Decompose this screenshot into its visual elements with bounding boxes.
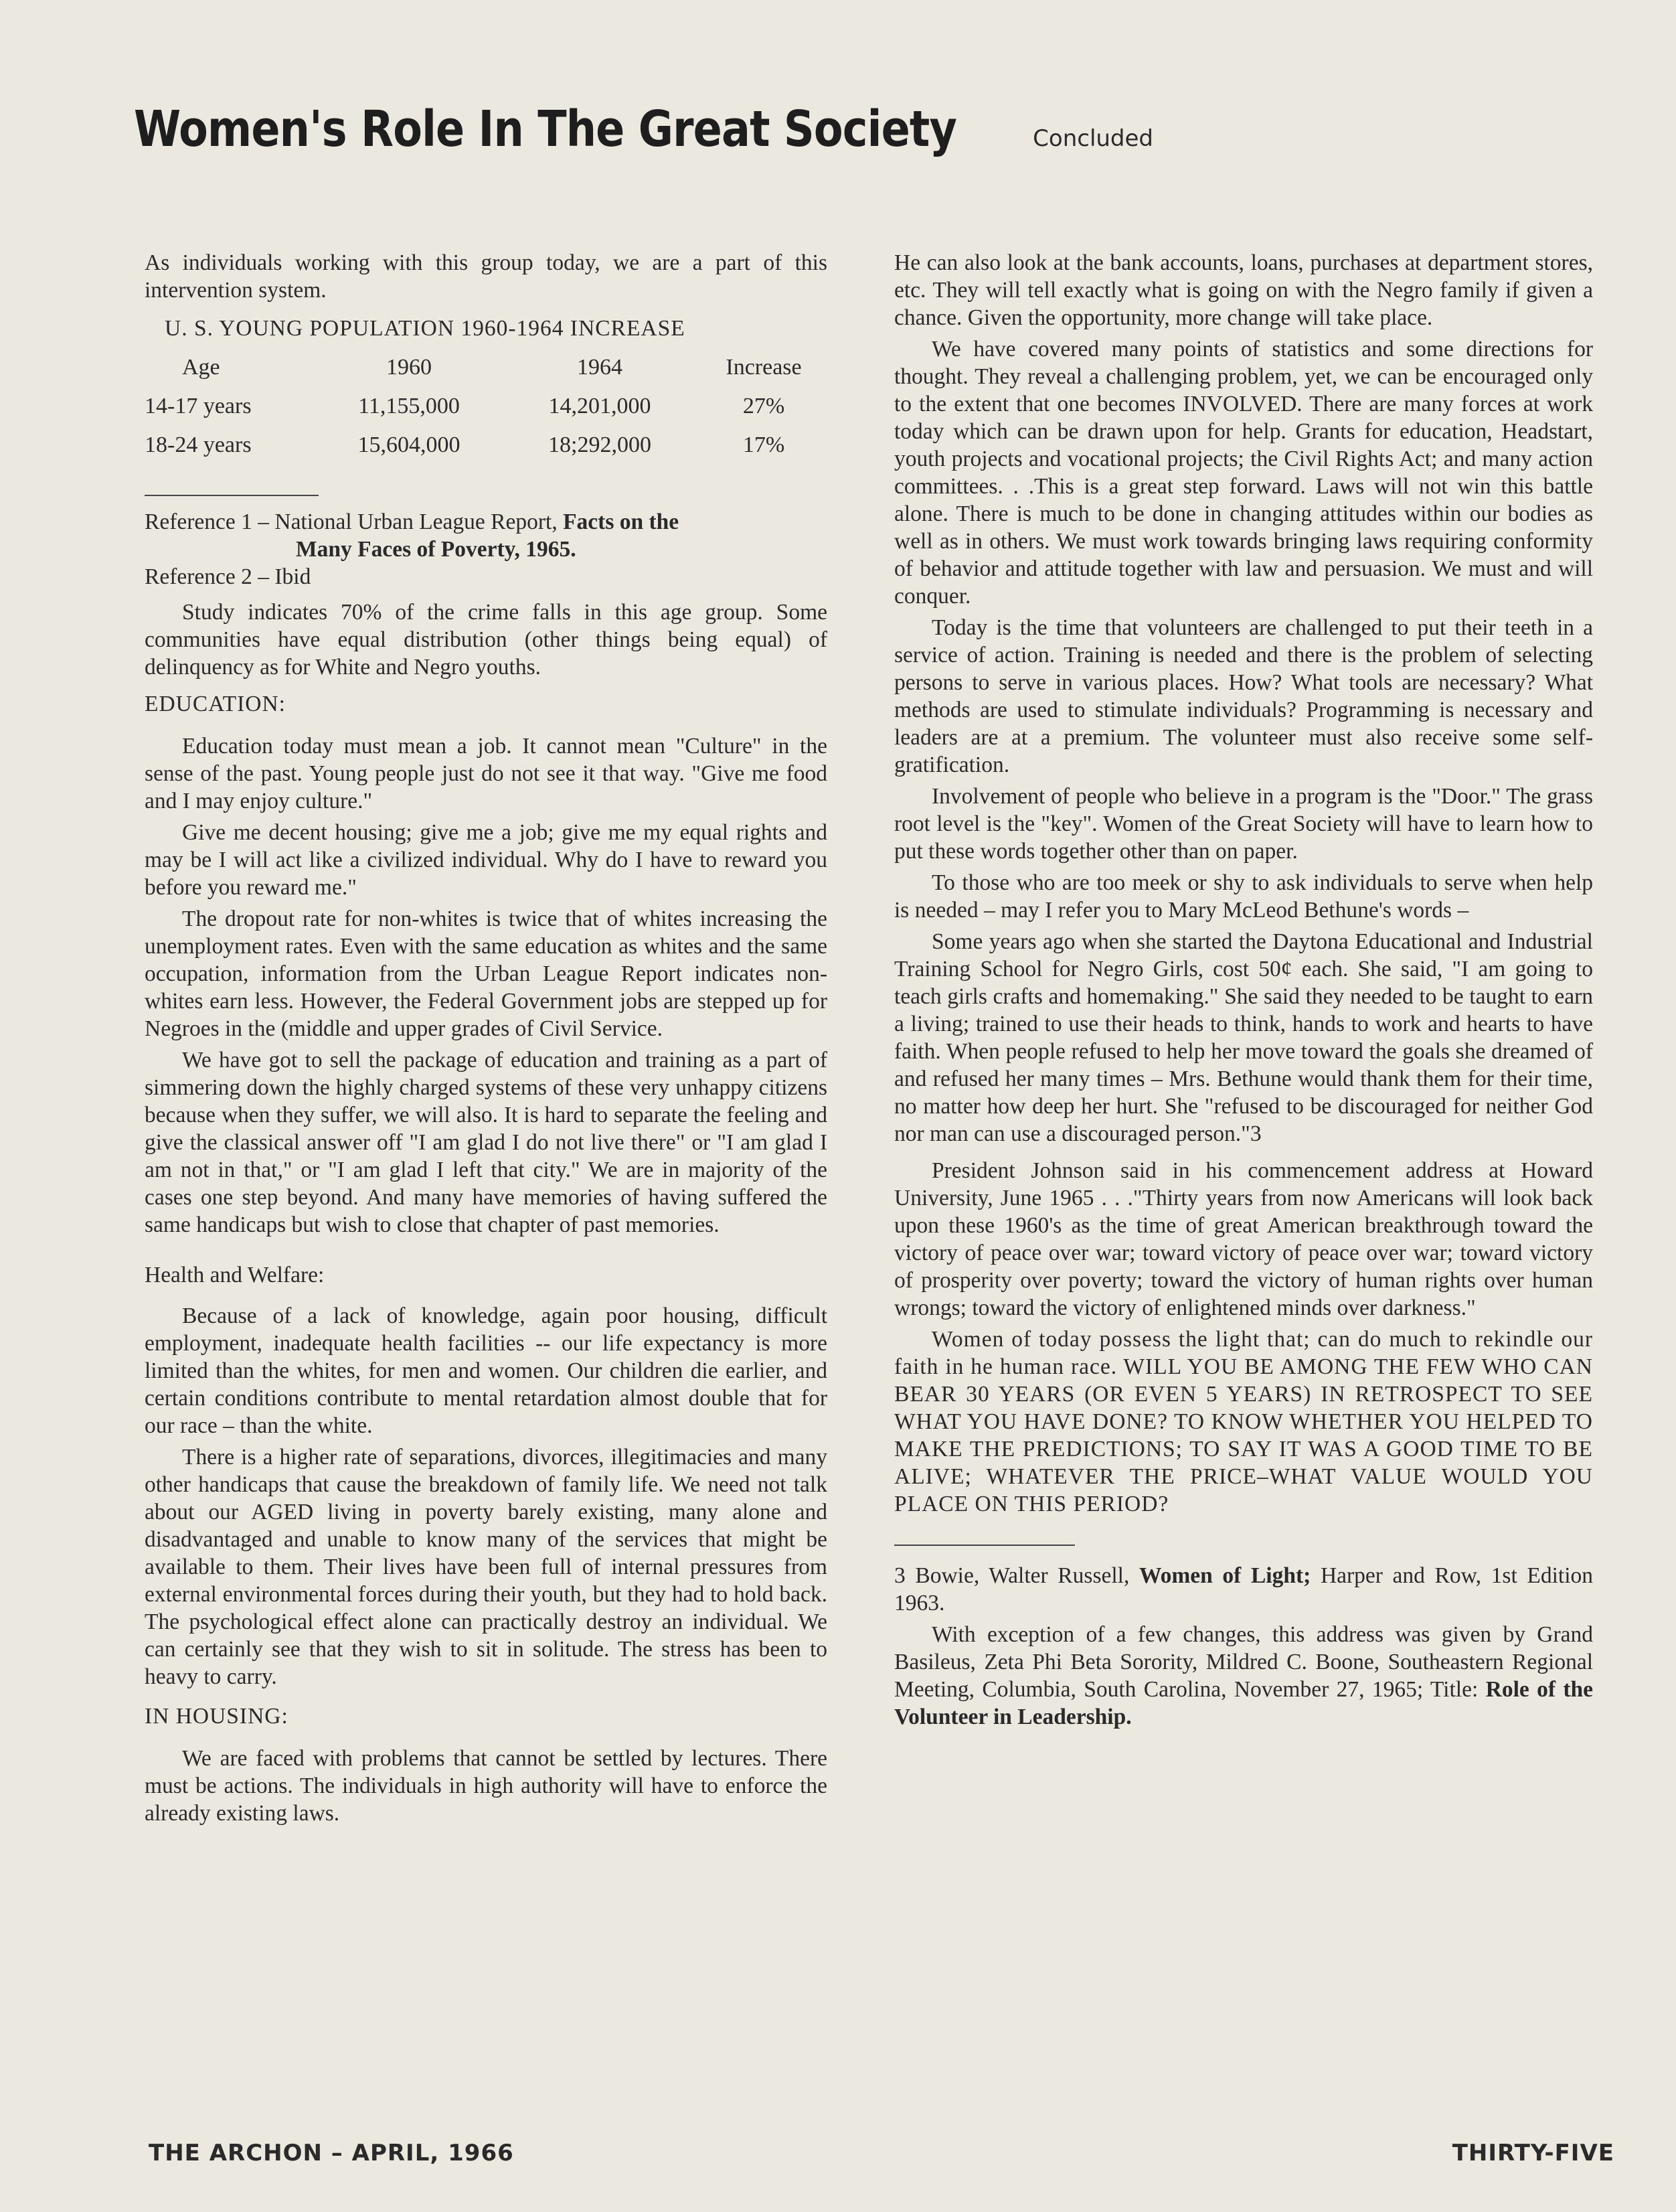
table-header-cell: Increase [726,354,802,380]
population-table-title: U. S. YOUNG POPULATION 1960-1964 INCREASE [165,316,685,341]
reference-1-source: Reference 1 – National Urban League Report, [145,509,558,534]
health-paragraph-2: There is a higher rate of separations, divorces, illegitimacies and many other handicaps that cause the breakdown of family life. We need not talk about our AGED living in poverty barely existing, many alone and disadvantaged and unable to know many of the services that might be available to them. Their lives have been full of internal pressures from external environmental forces during their youth, but they had to hold back. The psychological effect alone can practically destroy an individual. We can certainly see that they wish to sit in solitude. The stress has been to heavy to carry. [145,1445,827,1689]
table-cell: 15,604,000 [357,432,460,457]
reference-1 [145,508,827,563]
education-paragraph-1: Education today must mean a job. It cannot mean "Culture" in the sense of the past. Young people just do not see it that way. "Give me food and I may enjoy culture." [145,734,827,813]
reference-1-title-end: Many Faces of Poverty, 1965. [296,537,576,562]
table-row [145,425,827,464]
reference-1-title-start: Facts on the [563,509,679,534]
reference-divider [145,495,319,496]
article-header [134,100,1153,158]
right-paragraph-4: Involvement of people who believe in a program is the "Door." The grass root level is the "key". Women of the Great Society will have to learn how to put these words together other than on paper. [894,784,1593,864]
footnote-3-publisher: Harper and Row, 1st Edition 1963. [894,1563,1594,1615]
right-paragraph-6: Some years ago when she started the Daytona Educational and Industrial Training School for Negro Girls, cost 50¢ each. She said, "I am going to teach girls crafts and homemaking." She said they needed to be taught to earn a living; trained to use their heads to think, hands to work and hearts to have faith. When people refused to help her move toward the goals she dreamed of and refused her many times – Mrs. Bethune would thank them for their time, no matter how deep her hurt. She "refused to be discouraged for neither God nor man can use a discouraged person."3 [894,929,1593,1146]
right-paragraph-1: He can also look at the bank accounts, loans, purchases at department stores, etc. They will tell exactly what is going on with the Negro family if given a chance. Given the opportunity, more change will take place. [894,250,1593,330]
left-column [145,249,827,1831]
table-row [145,386,827,425]
education-paragraph-4: We have got to sell the package of education and training as a part of simmering down the highly charged systems of these very unhappy citizens because when they suffer, we will also. It is hard to separate the feeling and give the classical answer off "I am glad I do not live there" or "I am glad I am not in that," or "I am glad I left that city." We are in majority of the cases one step beyond. And many have memories of having suffered the same handicaps but wish to close that chapter of past memories. [145,1048,827,1237]
footnote-divider [894,1545,1075,1546]
footnote-note [894,1621,1593,1731]
education-heading: EDUCATION: [145,692,286,716]
table-cell: 27% [742,393,785,418]
health-heading: Health and Welfare: [145,1263,325,1287]
footnote-note-text: With exception of a few changes, this address was given by Grand Basileus, Zeta Phi Beta Sorority, Mildred C. Boone, Southeastern Regional Meeting, Columbia, South Carolina, November 27, 1965; Title: [894,1622,1593,1702]
footer-publication: THE ARCHON – APRIL, 1966 [149,2140,514,2166]
table-cell: 18-24 years [145,432,252,457]
education-paragraph-2: Give me decent housing; give me a job; give me my equal rights and may be I will act like a civilized individual. Why do I have to reward you before you reward me." [145,820,827,900]
right-paragraph-2: We have covered many points of statistics and some directions for thought. They reveal a challenging problem, yet, we can be encouraged only to the extent that one becomes INVOLVED. There are many forces at work today which can be drawn upon for help. Grants for education, Headstart, youth projects and vocational projects; the Civil Rights Act; and many action committees. . .This is a great step forward. Laws will not win this battle alone. There is much to be done in changing attitudes within our bodies as well as in others. We must work towards bringing laws requiring conformity of behavior and attitude together with law and persuasion. We must and will conquer. [894,337,1593,609]
table-cell: 14,201,000 [548,393,651,418]
population-table [145,347,827,464]
education-paragraph-3: The dropout rate for non-whites is twice that of whites increasing the unemployment rates. Even with the same education as whites and the same occupation, information from the Urban League Report indicates non-whites earn less. However, the Federal Government jobs are stepped up for Negroes in the (middle and upper grades of Civil Service. [145,906,827,1041]
right-column [894,249,1593,1735]
article-subtitle: Concluded [1033,125,1154,152]
table-cell: 11,155,000 [358,393,460,418]
article-title: Women's Role In The Great Society [134,100,957,158]
health-paragraph-1: Because of a lack of knowledge, again poor housing, difficult employment, inadequate health facilities -- our life expectancy is more limited than the whites, for men and women. Our children die earlier, and certain conditions contribute to mental retardation almost double that for our race – than the white. [145,1304,827,1438]
housing-paragraph: We are faced with problems that cannot be settled by lectures. There must be actions. The individuals in high authority will have to enforce the already existing laws. [145,1746,827,1826]
footnote-3-title: Women of Light; [1139,1563,1311,1588]
right-paragraph-5: To those who are too meek or shy to ask individuals to serve when help is needed – may I refer you to Mary McLeod Bethune's words – [894,870,1593,923]
table-cell: 14-17 years [145,393,252,418]
table-header-row [145,347,827,386]
footnote-3-author: 3 Bowie, Walter Russell, [894,1563,1130,1588]
footnote-note-title: Role of the Volunteer in Leadership. [894,1677,1594,1729]
right-paragraph-8: Women of today possess the light that; can do much to rekindle our faith in he human race. WILL YOU BE AMONG THE FEW WHO CAN BEAR 30 YEARS (OR EVEN 5 YEARS) IN RETROSPECT TO SEE WHAT YOU HAVE DONE? TO KNOW WHETHER YOU HELPED TO MAKE THE PREDICTIONS; TO SAY IT WAS A GOOD TIME TO BE ALIVE; WHATEVER THE PRICE–WHAT VALUE WOULD YOU PLACE ON THIS PERIOD? [894,1327,1593,1516]
right-paragraph-3: Today is the time that volunteers are challenged to put their teeth in a service of action. Training is needed and there is the problem of selecting persons to serve in various places. How? What tools are necessary? What methods are used to stimulate individuals? Programming is necessary and leaders are at a premium. The volunteer must also receive some self-gratification. [894,615,1593,777]
reference-2: Reference 2 – Ibid [145,564,311,589]
table-header-cell: 1964 [577,354,622,380]
housing-heading: IN HOUSING: [145,1704,288,1729]
intro-paragraph: As individuals working with this group today, we are a part of this intervention system. [145,250,827,303]
table-cell: 17% [742,432,785,457]
table-cell: 18;292,000 [548,432,651,457]
footer-page-number: THIRTY-FIVE [1452,2140,1614,2166]
table-header-cell: 1960 [386,354,432,380]
study-paragraph: Study indicates 70% of the crime falls in this age group. Some communities have equal distribution (other things being equal) of delinquency as for White and Negro youths. [145,600,827,680]
footnote-3 [894,1562,1593,1617]
right-paragraph-7: President Johnson said in his commencement address at Howard University, June 1965 . . ."Thirty years from now Americans will look back upon these 1960's as the time of great American breakthrough toward the victory of peace over war; toward victory of peace over war; toward victory of prosperity over poverty; toward the victory of human rights over human wrongs; toward the victory of enlightened minds over darkness." [894,1158,1593,1320]
table-header-cell: Age [182,354,220,380]
